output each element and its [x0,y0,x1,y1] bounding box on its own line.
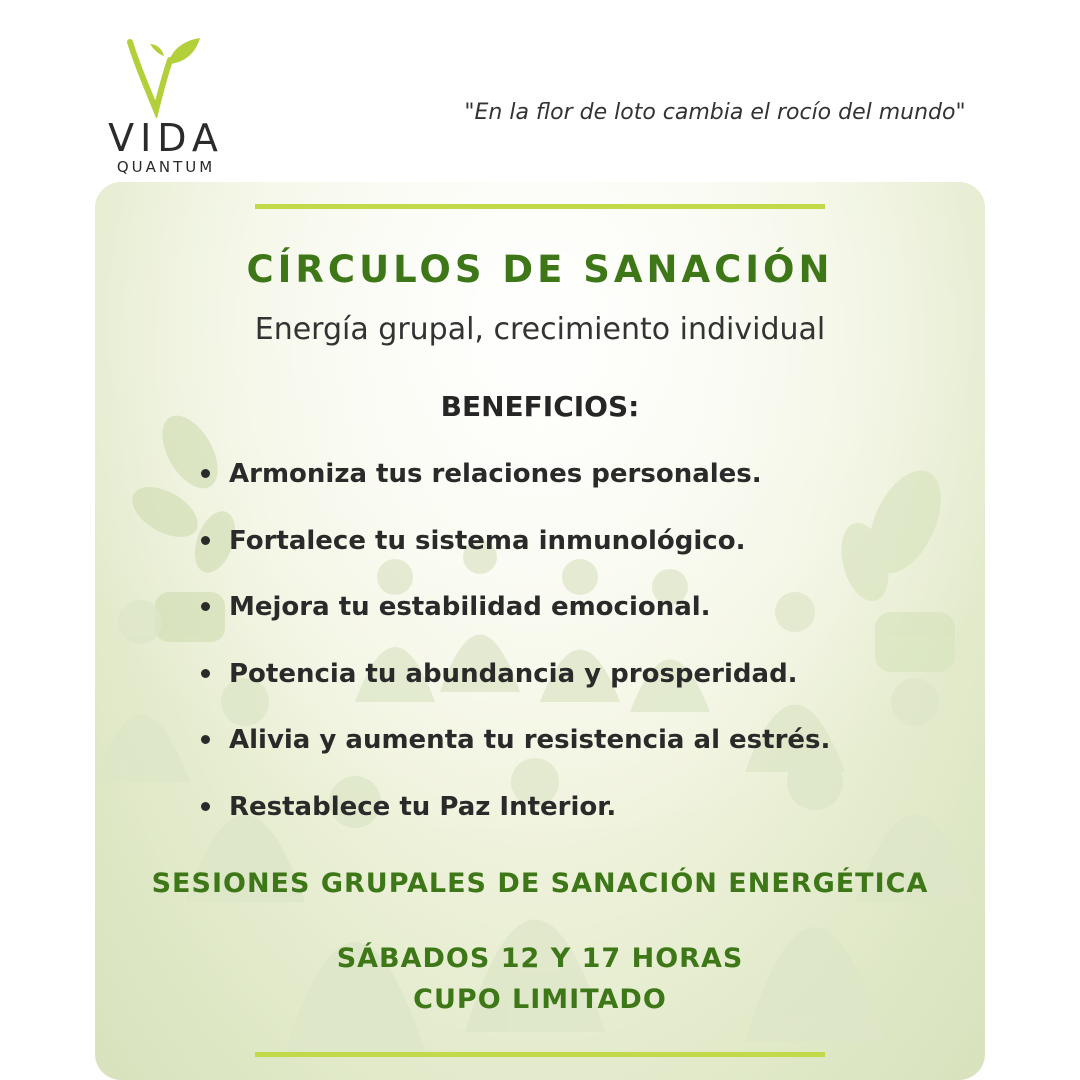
limited-spots: CUPO LIMITADO [413,984,667,1015]
benefit-text: Alivia y aumenta tu resistencia al estrés. [229,725,831,755]
benefit-text: Armoniza tus relaciones personales. [229,459,762,489]
schedule-block [95,938,985,1020]
sessions-heading: SESIONES GRUPALES DE SANACIÓN ENERGÉTICA [151,868,929,899]
benefit-text: Restablece tu Paz Interior. [229,791,617,822]
benefit-text: Potencia tu abundancia y prosperidad. [229,658,798,689]
list-item [199,589,959,656]
list-item [199,789,959,856]
healing-circles-card [95,182,985,1080]
bullet-icon [201,735,210,744]
bullet-icon [201,536,210,545]
benefits-heading: BENEFICIOS: [440,390,640,423]
logo-sub-text: QUANTUM [116,158,216,176]
benefit-text: Mejora tu estabilidad emocional. [229,592,711,622]
leaf-v-icon [124,38,204,118]
list-item [199,456,959,523]
bullet-icon [201,669,210,678]
benefits-list [199,456,959,855]
bottom-divider-bar [255,1052,825,1057]
bullet-icon [201,802,210,811]
card-title: CÍRCULOS DE SANACIÓN [246,248,834,291]
bullet-icon [201,602,210,611]
header-quote: "En la flor de loto cambia el rocío del mundo" [464,100,966,125]
logo-brand-text: VIDA [108,116,224,160]
card-subtitle: Energía grupal, crecimiento individual [254,312,826,347]
vida-quantum-logo [104,38,234,178]
list-item [199,722,959,789]
benefit-text: Fortalece tu sistema inmunológico. [229,525,746,556]
bullet-icon [201,469,210,478]
top-divider-bar [255,204,825,209]
list-item [199,523,959,590]
list-item [199,656,959,723]
schedule-days: SÁBADOS 12 Y 17 HORAS [336,943,744,974]
